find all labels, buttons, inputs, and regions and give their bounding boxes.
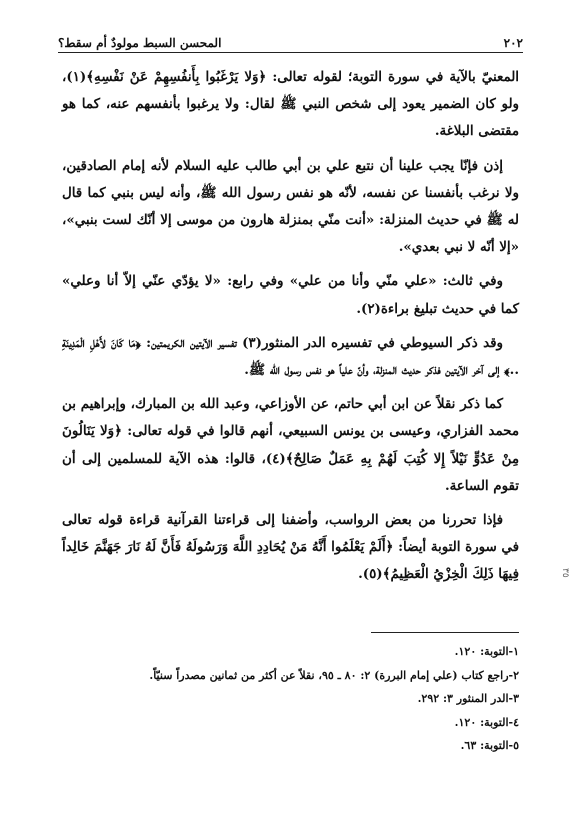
page-header bbox=[58, 30, 523, 50]
footnote: ٥-التوبة: ٦٣. bbox=[460, 739, 519, 752]
footnotes bbox=[62, 640, 519, 758]
footnote: ٣-الدر المنثور ٣: ٢٩٢. bbox=[417, 692, 519, 705]
footnote-rule bbox=[371, 632, 519, 633]
page-number: ٢٠٢ bbox=[503, 36, 523, 50]
paragraph: كما ذكر نقلاً عن ابن أبي حاتم، عن الأوزاعي، وعبد الله بن المبارك، وإبراهيم بن محمد الفزاري، وعيسى بن يونس السبيعي، أنهم قالوا في قوله تعالى: ﴿وَلا يَنَالُونَ مِنْ عَدُوٍّ نَيْلاً إِلا كُتِبَ لَهُمْ بِهِ عَمَلٌ صَالِحٌ﴾(٤)، قالوا: هذه الآية للمسلمين إلى أن تقوم الساعة. bbox=[62, 396, 520, 494]
footnote: ١-التوبة: ١٢٠. bbox=[454, 645, 519, 658]
header-rule bbox=[58, 52, 523, 53]
paragraph: وفي ثالث: «علي منّي وأنا من علي» وفي رابع: «لا يؤدّي عنّي إلاّ أنا وعلي» كما في حديث تبليغ براءة(٢). bbox=[62, 273, 519, 317]
paragraph: المعنيّ بالآية في سورة التوبة؛ لقوله تعالى: ﴿وَلا يَرْغَبُوا بِأَنفُسِهِمْ عَنْ نَفْسِهِ﴾(١)، ولو كان الضمير يعود إلى شخص النبي ﷺ لقال: ولا يرغبوا بأنفسهم عنه، كما هو مقتضى البلاغة. bbox=[62, 69, 519, 140]
margin-mark: ٣٥ bbox=[560, 568, 570, 578]
footnote: ٢-راجع كتاب (علي إمام البررة) ٢: ٨٠ ـ ٩٥، نقلاً عن أكثر من ثمانين مصدراً سنيّاً. bbox=[149, 668, 519, 682]
paragraph: وقد ذكر السيوطي في تفسيره الدر المنثور(٣) تفسير الآيتين الكريمتين: ﴿مَا كَانَ لأَهْلِ الْمَدِينَةِ ..﴾ إلى آخر الآيتين فذكر حديث المنزلة، وأنّ علياً هو نفس رسول الله ﷺ. bbox=[62, 334, 519, 379]
main-text bbox=[62, 64, 519, 589]
paragraph: فإذا تحررنا من بعض الرواسب، وأضفنا إلى قراءتنا القرآنية قراءة قوله تعالى في سورة التوبة أيضاً: ﴿أَلَمْ يَعْلَمُوا أَنَّهُ مَنْ يُحَادِدِ اللَّهَ وَرَسُولَهُ فَأَنَّ لَهُ نَارَ جَهَنَّمَ خَالِداً فِيهَا ذَلِكَ الْخِزْيُ الْعَظِيمُ﴾(٥). bbox=[62, 512, 519, 583]
paragraph: إذن فإنّا يجب علينا أن نتبع علي بن أبي طالب عليه السلام لأنه إمام الصادقين، ولا نرغب بأنفسنا عن نفسه، لأنّه هو نفس رسول الله ﷺ، وأنه ليس بنبي كما قال له ﷺ في حديث المنزلة: «أنت منّي بمنزلة هارون من موسى إلا أنّك لست بنبي»، «إلا أنّه لا نبي بعدي». bbox=[62, 157, 519, 256]
running-title: المحسن السبط مولودٌ أم سقط؟ bbox=[58, 36, 222, 50]
footnote: ٤-التوبة: ١٢٠. bbox=[454, 715, 519, 729]
